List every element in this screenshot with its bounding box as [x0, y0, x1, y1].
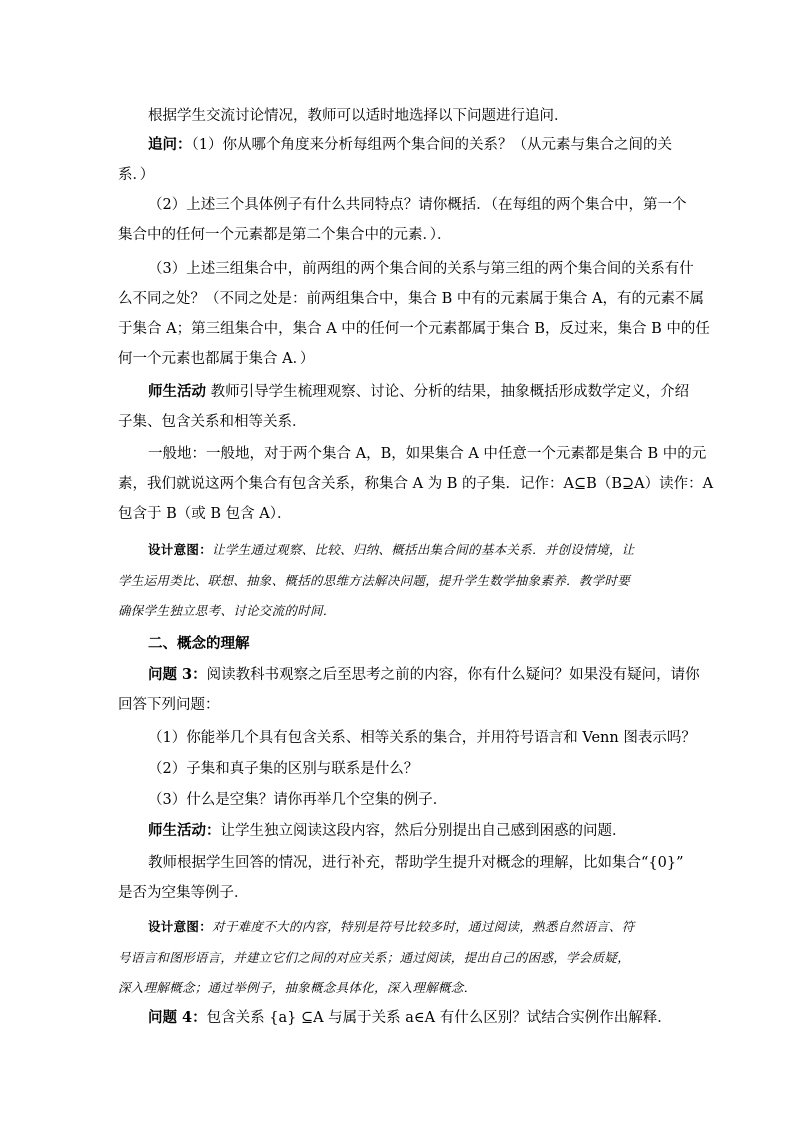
follow-up-question-2: （2）上述三个具体例子有什么共同特点？请你概括．（在每组的两个集合中，第一个 集合中的任何一个元素都是第二个集合中的元素．）．	[118, 197, 687, 243]
intro-paragraph: 根据学生交流讨论情况，教师可以适时地选择以下问题进行追问．	[148, 108, 569, 124]
follow-up-question-3: （3）上述三组集合中，前两组的两个集合间的关系与第三组的两个集合间的关系有什 么不同之处？（不同之处是：前两组集合中，集合 B 中有的元素属于集合 A，有的元素不属 于集合 A；第三组集合中，集合 A 中的任何一个元素都属于集合 B，反过来，集合 B 中的任 何一个元素也都属于集合 A．）	[118, 261, 710, 367]
question-3-item-1: （1）你能举几个具有包含关系、相等关系的集合，并用符号语言和 Venn 图表示吗？	[148, 730, 696, 746]
subset-definition: 一般地：一般地，对于两个集合 A，B，如果集合 A 中任意一个元素都是集合 B 中的元 素，我们就说这两个集合有包含关系，称集合 A 为 B 的子集．记作：A⊆B（B⊇A）读作：A 包含于 B（或 B 包含 A）．	[118, 446, 714, 522]
design-intent-label: 设计意图：	[148, 542, 213, 557]
teacher-student-activity-1: 师生活动 教师引导学生梳理观察、讨论、分析的结果，抽象概括形成数学定义，介绍 子集、包含关系和相等关系．	[118, 383, 690, 430]
design-intent-label-2: 设计意图：	[148, 919, 213, 934]
question-3-item-3: （3）什么是空集？请你再举几个空集的例子．	[148, 792, 448, 808]
follow-up-question-1: 追问：（1）你从哪个角度来分析每组两个集合间的关系？（从元素与集合之间的关 系．）	[118, 136, 672, 183]
question-4-label: 问题 4：	[148, 1009, 207, 1026]
question-3-label: 问题 3：	[148, 666, 207, 683]
section-heading-concept-understanding: 二、概念的理解	[148, 635, 250, 652]
design-intent-2: 设计意图：对于难度不大的内容，特别是符号比较多时，通过阅读，熟悉自然语言、符 号语言和图形语言，并建立它们之间的对应关系；通过阅读，提出自己的困惑，学会质疑， 深入理解概念；通过举例子，抽象概念具体化，深入理解概念．	[118, 919, 635, 995]
design-intent-1: 设计意图：让学生通过观察、比较、归纳、概括出集合间的基本关系．并创设情境，让 学生运用类比、联想、抽象、概括的思维方法解决问题，提升学生数学抽象素养．教学时要 确保学生独立思考、讨论交流的时间．	[118, 542, 635, 618]
question-3: 问题 3：阅读教科书观察之后至思考之前的内容，你有什么疑问？如果没有疑问，请你 回答下列问题：	[118, 666, 700, 713]
teacher-student-activity-2: 师生活动：让学生独立阅读这段内容，然后分别提出自己感到困惑的问题．	[148, 822, 627, 839]
teacher-supplement: 教师根据学生回答的情况，进行补充，帮助学生提升对概念的理解，比如集合“{0}” 是否为空集等例子．	[118, 855, 684, 901]
question-4: 问题 4：包含关系 {a} ⊆A 与属于关系 a∈A 有什么区别？试结合实例作出解释．	[148, 1009, 672, 1026]
activity-label-2: 师生活动：	[148, 822, 221, 839]
question-3-item-2: （2）子集和真子集的区别与联系是什么？	[148, 761, 419, 777]
follow-up-label: 追问：	[148, 136, 192, 153]
activity-label: 师生活动	[148, 383, 206, 400]
